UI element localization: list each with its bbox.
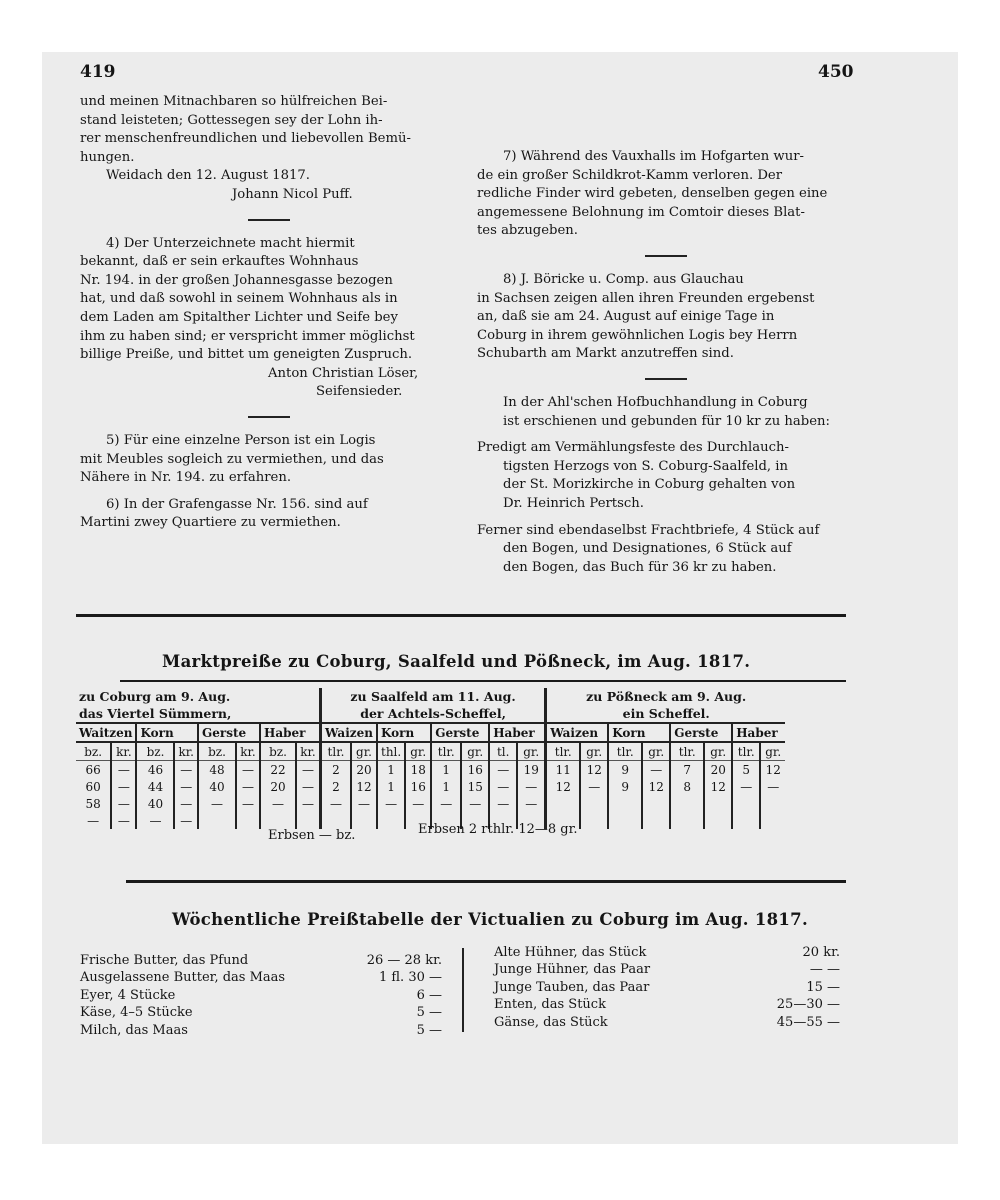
text-line: in Sachsen zeigen allen ihren Freunden ergebenst (477, 290, 815, 306)
grain-name: Haber (260, 723, 321, 742)
notice-5 (80, 432, 458, 488)
price-cell: 15 (461, 778, 489, 795)
price-cell: 40 (136, 795, 174, 812)
unit-label: bz. (76, 742, 111, 761)
price-cell (732, 795, 760, 812)
price-cell (546, 795, 581, 812)
price-cell: — (517, 795, 546, 812)
text-line: mit Meubles sogleich zu vermiethen, und das (80, 451, 384, 467)
text-line: hat, und daß sowohl in seinem Wohnhaus als in (80, 291, 398, 307)
price-cell: — (767, 779, 780, 794)
text-line: tigsten Herzogs von S. Coburg-Saalfeld, in (503, 458, 789, 474)
unit-label: gr. (704, 742, 732, 761)
price-cell: 9 (608, 761, 642, 779)
price-cell: — (174, 778, 198, 795)
price-cell: 7 (670, 761, 704, 779)
price-cell: 66 (76, 761, 111, 779)
price-cell: — (461, 795, 489, 812)
victuals-left-list (80, 952, 442, 1039)
victual-item: Milch, das Maas (80, 1022, 188, 1038)
text-line: tes abzugeben. (477, 223, 578, 239)
text-line: den Bogen, und Designationes, 6 Stück auf (503, 541, 792, 557)
victual-price: 6 — (416, 987, 442, 1003)
unit-label: kr. (174, 742, 198, 761)
price-cell: 12 (704, 778, 732, 795)
victual-price: 15 — (806, 979, 840, 995)
price-cell (321, 812, 352, 829)
victuals-title: Wöchentliche Preißtabelle der Victualien zu Coburg im Aug. 1817. (172, 910, 808, 929)
price-cell: — (296, 761, 321, 779)
victual-item: Enten, das Stück (494, 997, 606, 1013)
grain-name: Haber (732, 723, 785, 742)
price-cell: — (296, 795, 321, 812)
text-line: Coburg in ihrem gewöhnlichen Logis bey Herrn (477, 327, 798, 343)
unit-label: gr. (461, 742, 489, 761)
text-line: Nähere in Nr. 194. zu erfahren. (80, 470, 292, 486)
text-line: Martini zwey Quartiere zu vermiethen. (80, 515, 341, 531)
price-cell: — (489, 795, 517, 812)
price-cell (704, 812, 732, 829)
price-cell: — (431, 795, 461, 812)
price-cell: 20 (351, 761, 377, 779)
price-cell (670, 795, 704, 812)
price-cell: — (111, 778, 136, 795)
price-cell: — (405, 795, 431, 812)
price-cell: 20 (704, 761, 732, 779)
text-line: de ein großer Schildkrot-Kamm verloren. Der (477, 167, 783, 183)
unit-label: gr. (517, 742, 546, 761)
text-line: der St. Morizkirche in Coburg gehalten von (503, 477, 796, 493)
grain-name: Korn (377, 723, 431, 742)
column-divider (462, 948, 464, 1032)
title-rule (120, 680, 846, 682)
unit-label: kr. (111, 742, 136, 761)
price-cell (236, 812, 260, 829)
text-line: 5) Für eine einzelne Person ist ein Logis (106, 432, 376, 448)
price-cell: 1 (377, 761, 405, 779)
signature: Anton Christian Löser, (268, 365, 419, 381)
unit-label: gr. (760, 742, 785, 761)
price-row (76, 761, 785, 779)
price-cell (296, 812, 321, 829)
group-measure: das Viertel Sümmern, (79, 706, 232, 721)
price-cell: — (642, 761, 670, 779)
text-line: billige Preiße, und bittet um geneigten Zuspruch. (80, 347, 413, 363)
price-cell: — (111, 795, 136, 812)
price-cell (198, 812, 236, 829)
text-line: 4) Der Unterzeichnete macht hiermit (106, 235, 355, 251)
price-row (76, 778, 785, 795)
price-cell: 1 (377, 778, 405, 795)
text-line: an, daß sie am 24. August auf einige Tage in (477, 309, 775, 325)
unit-label: thl. (377, 742, 405, 761)
grain-names-row (76, 723, 785, 742)
price-cell: 1 (431, 761, 461, 779)
units-row (76, 742, 785, 761)
price-cell (760, 795, 785, 812)
victual-price: 20 kr. (802, 945, 840, 960)
price-cell: — (236, 761, 260, 779)
notice-bookshop (477, 394, 855, 431)
price-cell: 11 (546, 761, 581, 779)
separator-rule (645, 378, 687, 380)
price-cell: — (489, 761, 517, 779)
price-cell (760, 812, 785, 829)
notice-8 (477, 271, 855, 364)
price-cell: — (236, 795, 260, 812)
price-cell: 12 (642, 778, 670, 795)
unit-label: gr. (351, 742, 377, 761)
victual-row (80, 952, 442, 969)
group-header-row (76, 688, 785, 723)
group-location: zu Coburg am 9. Aug. (79, 689, 231, 704)
left-text-column (80, 93, 458, 533)
victual-item: Gänse, das Stück (494, 1014, 608, 1030)
price-cell: — (489, 778, 517, 795)
victual-row (494, 979, 840, 996)
right-text-column (477, 148, 855, 577)
unit-label: gr. (642, 742, 670, 761)
erbsen-coburg: Erbsen — bz. (268, 828, 356, 843)
victual-item: Junge Hühner, das Paar (494, 962, 651, 978)
grain-name: Haber (489, 723, 546, 742)
text-line: ist erschienen und gebunden für 10 kr zu haben: (503, 413, 830, 429)
unit-label: bz. (260, 742, 296, 761)
unit-label: kr. (296, 742, 321, 761)
unit-label: gr. (580, 742, 608, 761)
price-cell: — (260, 795, 296, 812)
victual-price: 25—30 — (776, 997, 840, 1013)
signature: Johann Nicol Puff. (232, 186, 353, 202)
price-cell (260, 812, 296, 829)
section-rule (126, 880, 846, 883)
victual-price: 26 — 28 kr. (366, 953, 442, 968)
text-line: den Bogen, das Buch für 36 kr zu haben. (503, 559, 777, 575)
text-line: Dr. Heinrich Pertsch. (503, 495, 644, 511)
text-line: Nr. 194. in der großen Johannesgasse bezogen (80, 272, 393, 288)
group-location: zu Saalfeld am 11. Aug. (350, 689, 516, 704)
price-cell: 12 (765, 762, 781, 777)
price-cell (642, 795, 670, 812)
notice-4 (80, 235, 458, 402)
market-prices-title: Marktpreiße zu Coburg, Saalfeld und Pößneck, im Aug. 1817. (162, 652, 751, 671)
victual-row (494, 1014, 840, 1031)
price-cell: — (174, 812, 198, 829)
market-prices-table (76, 688, 785, 829)
text-line: 6) In der Grafengasse Nr. 156. sind auf (106, 496, 368, 512)
separator-rule (248, 416, 290, 418)
grain-name: Korn (608, 723, 670, 742)
notice-7 (477, 148, 855, 241)
price-cell: 22 (260, 761, 296, 779)
price-cell: 9 (608, 778, 642, 795)
unit-label: gr. (405, 742, 431, 761)
price-cell: 5 (732, 761, 760, 779)
price-cell: 16 (405, 778, 431, 795)
text-line: Schubarth am Markt anzutreffen sind. (477, 346, 734, 362)
text-line: redliche Finder wird gebeten, denselben gegen eine (477, 186, 828, 202)
unit-label: tlr. (670, 742, 704, 761)
erbsen-saalfeld: Erbsen 2 rthlr. 12—8 gr. (418, 822, 578, 837)
price-cell: 12 (546, 778, 581, 795)
unit-label: tl. (489, 742, 517, 761)
unit-label: tlr. (321, 742, 352, 761)
price-cell: — (198, 795, 236, 812)
victual-row (494, 996, 840, 1013)
price-cell: 60 (76, 778, 111, 795)
price-cell: 44 (136, 778, 174, 795)
unit-label: bz. (198, 742, 236, 761)
text-line: 7) Während des Vauxhalls im Hofgarten wur- (503, 149, 804, 164)
grain-name: Korn (136, 723, 198, 742)
unit-label: bz. (136, 742, 174, 761)
price-row (76, 795, 785, 812)
price-cell: — (517, 778, 546, 795)
unit-label: tlr. (546, 742, 581, 761)
text-line: angemessene Belohnung im Comtoir dieses Blat- (477, 204, 805, 220)
price-cell: 18 (405, 761, 431, 779)
price-cell (608, 795, 642, 812)
page-number-right: 450 (818, 62, 854, 82)
price-cell: 12 (351, 778, 377, 795)
price-cell (732, 812, 760, 829)
notice-forms (477, 522, 855, 578)
price-cell: 58 (76, 795, 111, 812)
text-line: bekannt, daß er sein erkauftes Wohnhaus (80, 254, 359, 270)
text-line: ihm zu haben sind; er verspricht immer möglichst (80, 328, 415, 344)
price-cell (670, 812, 704, 829)
price-cell: — (236, 778, 260, 795)
unit-label: tlr. (608, 742, 642, 761)
grain-name: Waitzen (76, 723, 136, 742)
place-date: Weidach den 12. August 1817. (106, 168, 310, 184)
separator-rule (645, 255, 687, 257)
price-cell: 40 (198, 778, 236, 795)
price-cell: 16 (461, 761, 489, 779)
price-cell: 8 (670, 778, 704, 795)
price-cell: 1 (431, 778, 461, 795)
victual-row (494, 961, 840, 978)
text-line: Predigt am Vermählungsfeste des Durchlauch- (477, 440, 789, 456)
price-cell: — (111, 761, 136, 779)
text-line: dem Laden am Spitalther Lichter und Seife bey (80, 309, 398, 325)
section-rule (76, 614, 846, 617)
unit-label: tlr. (431, 742, 461, 761)
book-title (477, 439, 855, 513)
text-line: 8) J. Böricke u. Comp. aus Glauchau (503, 271, 744, 287)
price-cell (580, 795, 608, 812)
victual-row (80, 1004, 442, 1021)
separator-rule (248, 219, 290, 221)
price-cell: — (351, 795, 377, 812)
unit-label: tlr. (732, 742, 760, 761)
grain-name: Gerste (431, 723, 489, 742)
text-line: hungen. (80, 149, 135, 165)
victual-item: Eyer, 4 Stücke (80, 987, 176, 1003)
victual-row (80, 1022, 442, 1039)
victual-item: Frische Butter, das Pfund (80, 953, 249, 968)
group-header (546, 688, 786, 723)
victual-price: 45—55 — (776, 1014, 840, 1030)
price-cell: 48 (198, 761, 236, 779)
victual-row (80, 969, 442, 986)
trade: Seifensieder. (316, 384, 403, 400)
price-cell: 12 (580, 761, 608, 779)
victual-price: 1 fl. 30 — (378, 970, 442, 986)
price-cell: — (377, 795, 405, 812)
text-line: rer menschenfreundlichen und liebevollen Bemü- (80, 131, 411, 147)
grain-name: Waizen (546, 723, 609, 742)
price-cell: — (732, 778, 760, 795)
grain-name: Waizen (321, 723, 378, 742)
text-line: stand leisteten; Gottessegen sey der Lohn ih- (80, 112, 383, 128)
text-line: Ferner sind ebendaselbst Frachtbriefe, 4 Stück auf (477, 522, 820, 538)
price-cell: — (174, 795, 198, 812)
price-cell: 20 (260, 778, 296, 795)
text-line: In der Ahl'schen Hofbuchhandlung in Coburg (503, 394, 808, 410)
price-cell: 19 (517, 761, 546, 779)
victual-item: Alte Hühner, das Stück (494, 945, 647, 960)
price-cell: — (174, 761, 198, 779)
victual-item: Käse, 4–5 Stücke (80, 1005, 193, 1021)
price-cell (608, 812, 642, 829)
victual-price: 5 — (416, 1022, 442, 1038)
price-cell: — (296, 778, 321, 795)
notice-6 (80, 496, 458, 533)
grain-name: Gerste (198, 723, 260, 742)
victual-item: Ausgelassene Butter, das Maas (80, 970, 286, 986)
victual-item: Junge Tauben, das Paar (494, 979, 650, 995)
price-cell: — (321, 795, 352, 812)
victual-price: — — (809, 962, 840, 978)
price-cell: 2 (321, 761, 352, 779)
victual-row (494, 944, 840, 961)
price-cell: — (76, 812, 111, 829)
grain-name: Gerste (670, 723, 732, 742)
notice-thanks (80, 93, 458, 205)
price-cell: 46 (136, 761, 174, 779)
price-cell (580, 812, 608, 829)
group-measure: der Achtels-Scheffel, (360, 706, 506, 721)
victual-price: 5 — (416, 1005, 442, 1021)
price-cell: — (136, 812, 174, 829)
price-cell (642, 812, 670, 829)
group-measure: ein Scheffel. (622, 706, 710, 721)
page-number-left: 419 (80, 62, 116, 82)
price-cell: — (111, 812, 136, 829)
group-location: zu Pößneck am 9. Aug. (586, 689, 747, 704)
text-line: und meinen Mitnachbaren so hülfreichen Bei- (80, 94, 388, 109)
price-cell: — (580, 778, 608, 795)
victual-row (80, 987, 442, 1004)
price-cell (704, 795, 732, 812)
unit-label: kr. (236, 742, 260, 761)
group-header (321, 688, 546, 723)
victuals-right-list (494, 944, 840, 1031)
price-cell (377, 812, 405, 829)
price-cell: 2 (321, 778, 352, 795)
price-cell (351, 812, 377, 829)
group-header (76, 688, 321, 723)
